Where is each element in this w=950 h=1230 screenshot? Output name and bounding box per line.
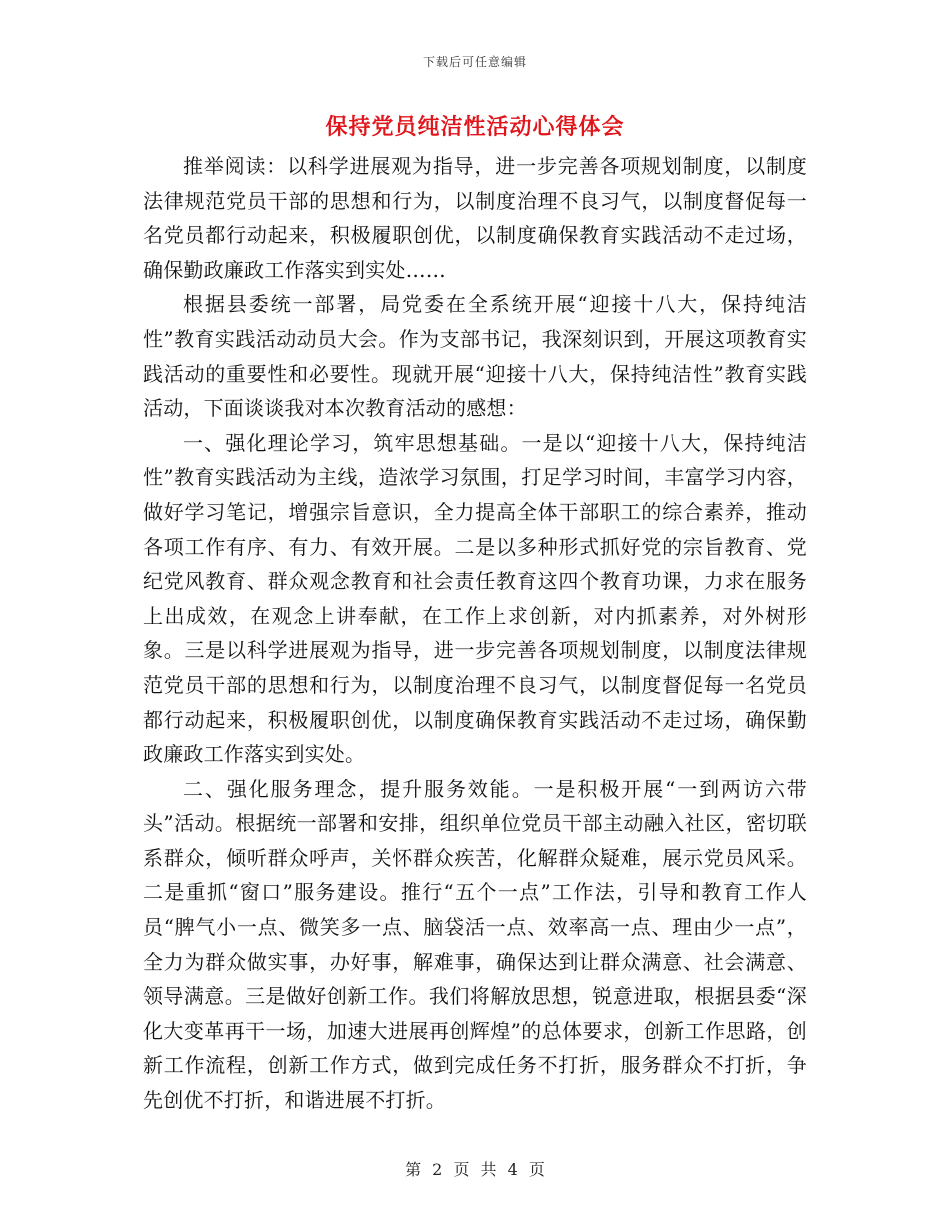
document-title: 保持党员纯洁性活动心得体会: [325, 114, 625, 140]
header-note: 下载后可任意编辑: [422, 55, 527, 69]
paragraph-background: 根据县委统一部署，局党委在全系统开展“迎接十八大，保持纯洁性”教育实践活动动员大会。作为支部书记，我深刻识到，开展这项教育实践活动的重要性和必要性。现就开展“迎接十八大，保持纯洁性”教育实践活动，下面谈谈我对本次教育活动的感想：: [143, 292, 807, 421]
paragraph-section-two: 二、强化服务理念，提升服务效能。一是积极开展“一到两访六带头”活动。根据统一部署和安排，组织单位党员干部主动融入社区，密切联系群众，倾听群众呼声，关怀群众疾苦，化解群众疑难，展示党员风采。二是重抓“窗口”服务建设。推行“五个一点”工作法，引导和教育工作人员“脾气小一点、微笑多一点、脑袋活一点、效率高一点、理由少一点”，全力为群众做实事，办好事，解难事，确保达到让群众满意、社会满意、领导满意。三是做好创新工作。我们将解放思想，锐意进取，根据县委“深化大变革再干一场，加速大进展再创辉煌”的总体要求，创新工作思路，创新工作流程，创新工作方式，做到完成任务不打折，服务群众不打折，争先创优不打折，和谐进展不打折。: [143, 776, 807, 1113]
page-number-footer: 第 2 页 共 4 页: [405, 1160, 545, 1179]
paragraph-intro: 推举阅读：以科学进展观为指导，进一步完善各项规划制度，以制度法律规范党员干部的思想和行为，以制度治理不良习气，以制度督促每一名党员都行动起来，积极履职创优，以制度确保教育实践活动不走过场，确保勤政廉政工作落实到实处……: [143, 154, 807, 282]
paragraph-section-one: 一、强化理论学习，筑牢思想基础。一是以“迎接十八大，保持纯洁性”教育实践活动为主线，造浓学习氛围，打足学习时间，丰富学习内容，做好学习笔记，增强宗旨意识，全力提高全体干部职工的综合素养，推动各项工作有序、有力、有效开展。二是以多种形式抓好党的宗旨教育、党纪党风教育、群众观念教育和社会责任教育这四个教育功课，力求在服务上出成效，在观念上讲奉献，在工作上求创新，对内抓素养，对外树形象。三是以科学进展观为指导，进一步完善各项规划制度，以制度法律规范党员干部的思想和行为，以制度治理不良习气，以制度督促每一名党员都行动起来，积极履职创优，以制度确保教育实践活动不走过场，确保勤政廉政工作落实到实处。: [143, 430, 807, 767]
document-body: [143, 149, 807, 1118]
